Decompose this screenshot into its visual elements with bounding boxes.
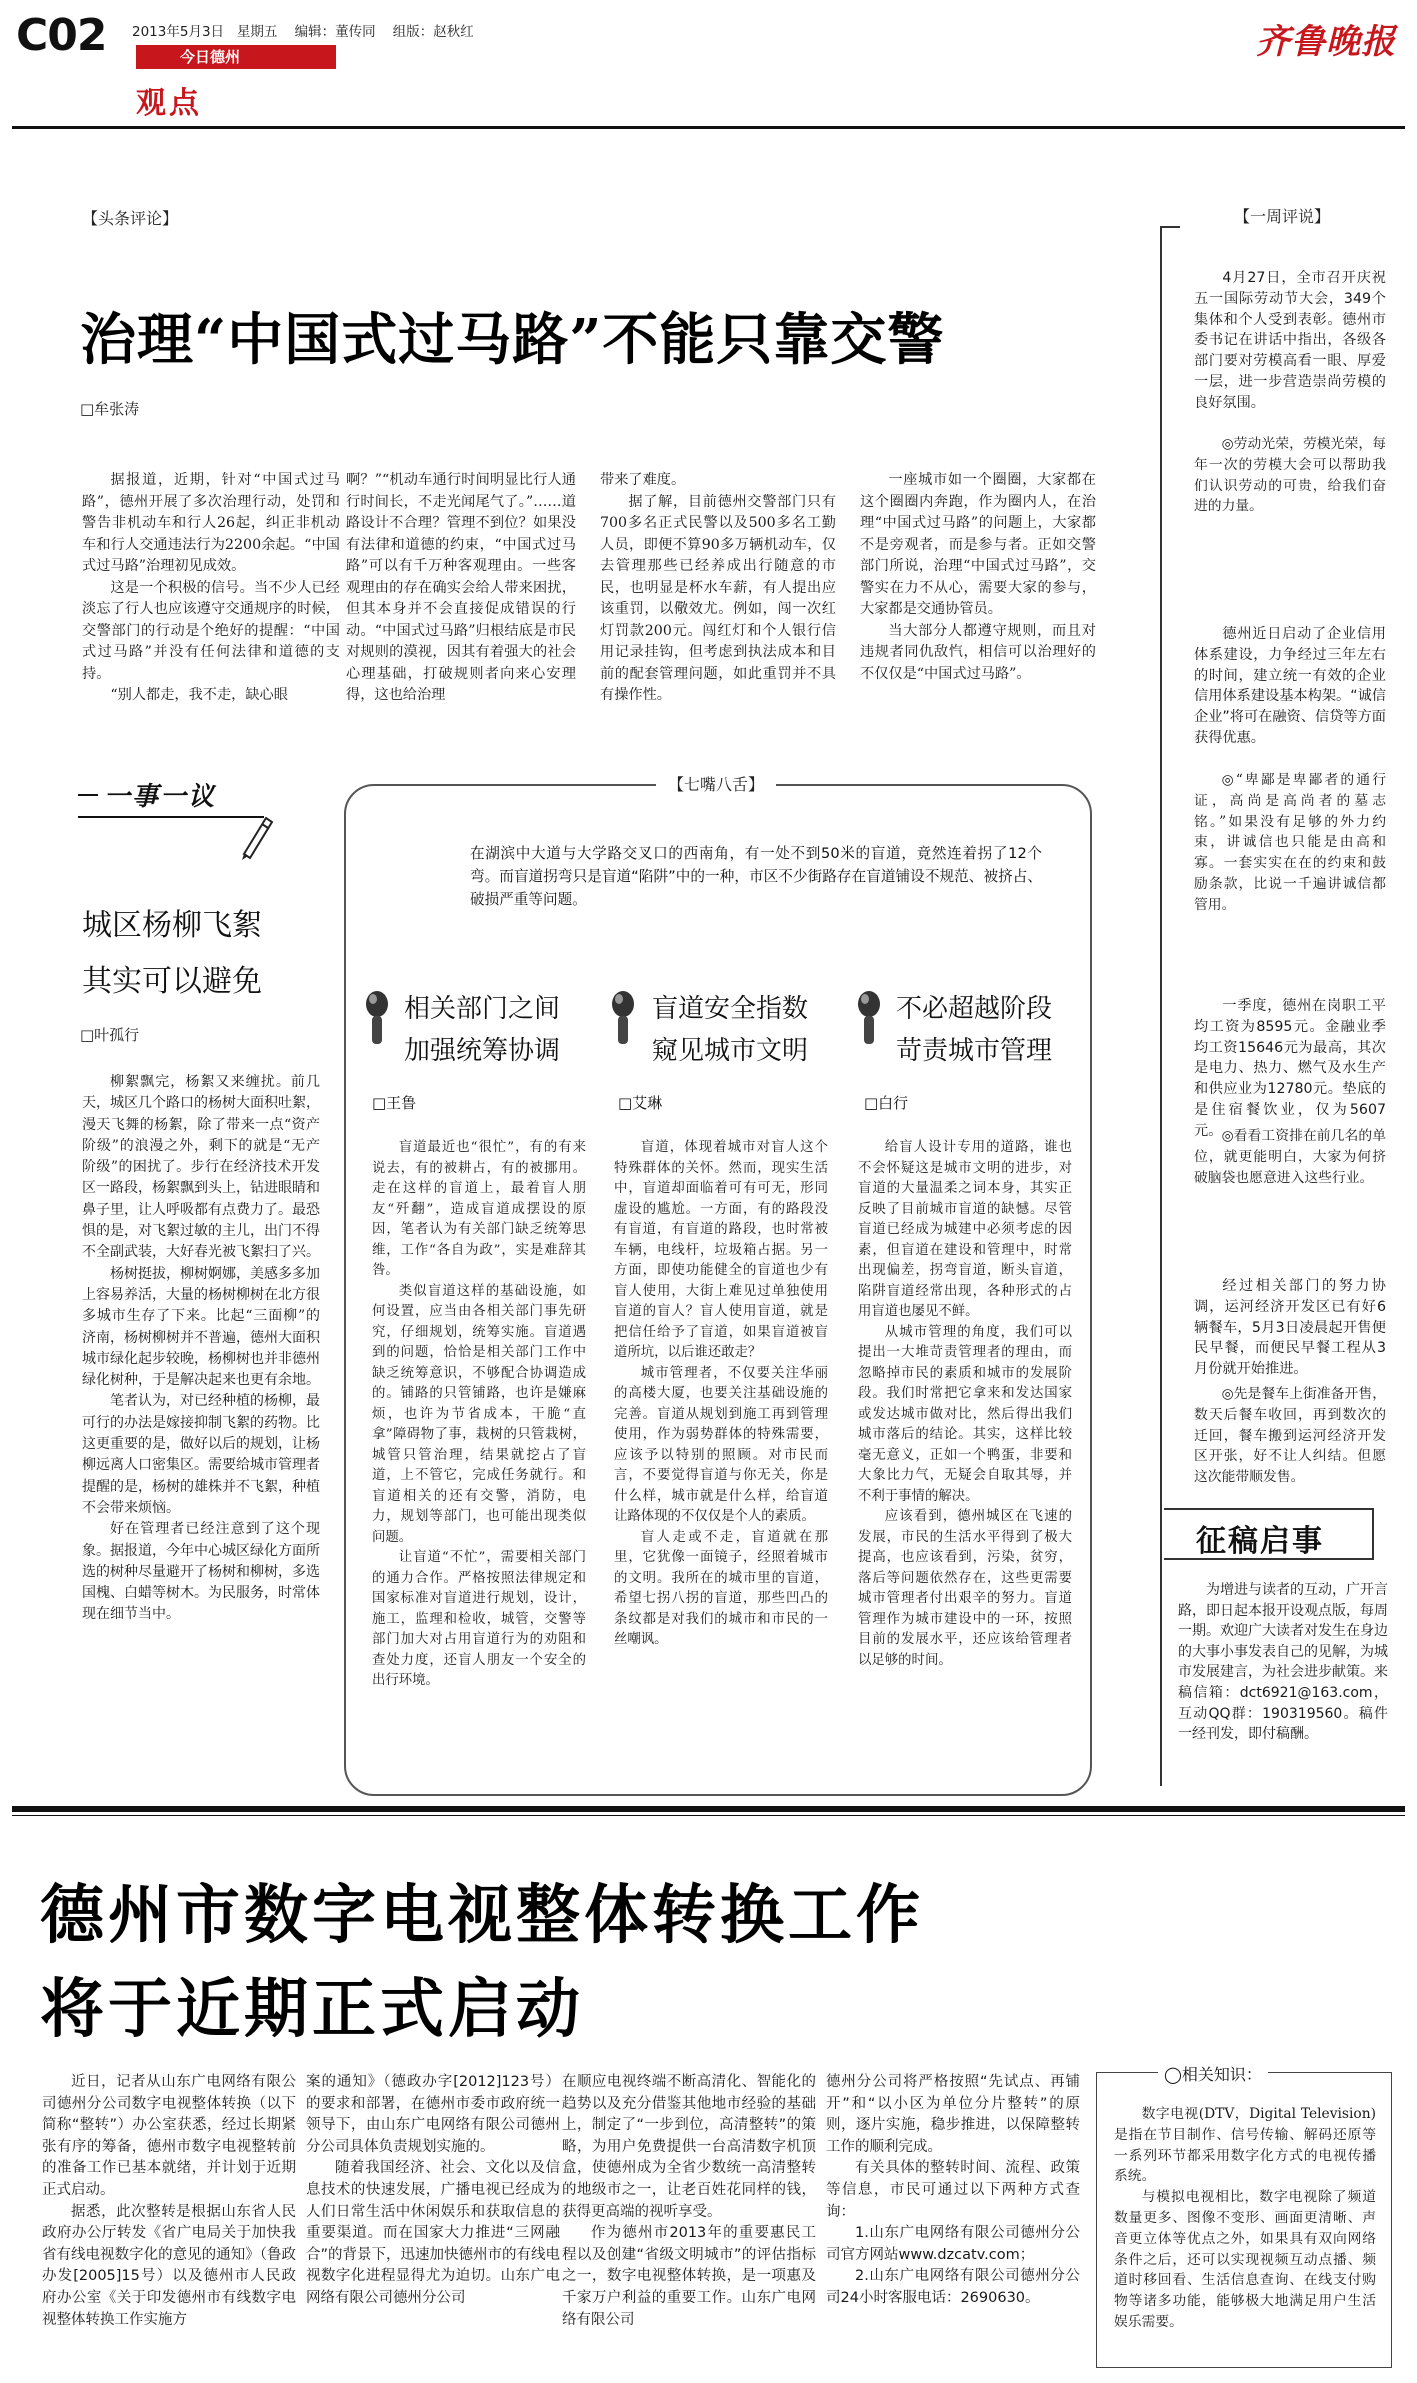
qizui-col3-author: □白行	[864, 1094, 909, 1112]
bottom-para: 在顺应电视终端不断高清化、智能化的趋势以及充分借鉴其他地市经验的基础上，制定了“一步到位，高清整转”的策略，为用户免费提供一台高清数字机顶盒，使德州成为全省少数统一高清整转的地级市之一，让老百姓花同样的钱，获得更高端的视听享受。	[562, 2074, 816, 2220]
date: 2013年5月3日	[132, 24, 225, 40]
qizui-para: 盲人走或不走，盲道就在那里，它犹像一面镜子，经照着城市的文明。我所在的城市里的盲道，希望七拐八拐的盲道，那些凹凸的条纹都是对我们的城市和市民的一丝嘲讽。	[614, 1529, 828, 1647]
bottom-col-4	[826, 2072, 1080, 2372]
header-meta	[132, 20, 474, 40]
microphone-icon	[362, 990, 392, 1046]
yishiyiyi-para: 笔者认为，对已经种植的杨柳，最可行的办法是嫁接抑制飞絮的药物。比这更重要的是，做好以后的规划，让杨柳远离人口密集区。需要给城市管理者提醒的是，杨树的雄株并不飞絮，种植不会带来烦恼。	[82, 1393, 320, 1516]
zhenggao-title: 征稿启事	[1196, 1524, 1324, 1559]
qizui-para: 给盲人设计专用的道路，谁也不会怀疑这是城市文明的进步，对盲道的大量温柔之词本身，其实正反映了目前城市盲道的缺憾。尽管盲道已经成为城建中必须考虑的因素，但盲道在建设和管理中，时常出现偏差，拐弯盲道，断头盲道，陷阱盲道经常出现，各种形式的占用盲道也屡见不鲜。	[858, 1140, 1072, 1319]
qizui-col1-author: □王鲁	[372, 1094, 417, 1112]
zhenggao-body: 为增进与读者的互动，广开言路，即日起本报开设观点版，每周一期。欢迎广大读者对发生在身边的大事小事发表自己的见解，为城市发展建言，为社会进步献策。来稿信箱：dct6921@163.com，互动QQ群：190319560。稿件一经刊发，即付稿酬。	[1178, 1582, 1388, 1743]
bottom-rule-thin	[12, 1815, 1405, 1816]
knowledge-para: 数字电视(DTV，Digital Television)是指在节目制作、信号传输、解码还原等一系列环节都采用数字化方式的电视传播系统。	[1114, 2106, 1376, 2185]
weekly-comment: ◎先是餐车上街准备开售，数天后餐车收回，再到数次的迁回，餐车搬到运河经济开发区开张，好不让人纠结。但愿这次能带顺发售。	[1194, 1386, 1386, 1486]
weekly-comment: ◎看看工资排在前几名的单位，就更能明白，大家为何挤破脑袋也愿意进入这些行业。	[1194, 1128, 1386, 1186]
knowledge-para: 与模拟电视相比，数字电视除了频道数量更多、图像不变形、画面更清晰、声音更立体等优点之外，如果具有双向网络条件之后，还可以实现视频互动点播、频道时移回看、生活信息查询、在线支付购物等诸多功能，能够极大地满足用户生活娱乐需要。	[1114, 2189, 1376, 2330]
qizui-col2-title	[652, 988, 808, 1072]
yishiyiyi-para: 好在管理者已经注意到了这个现象。据报道，今年中心城区绿化方面所选的树种尽量避开了杨树和柳树，多选国槐、白蜡等树木。为民服务，时常体现在细节当中。	[82, 1521, 320, 1623]
title-line: 加强统筹协调	[404, 1036, 561, 1066]
label-rule-top	[78, 794, 98, 796]
lead-tag: 【头条评论】	[82, 209, 179, 228]
bottom-para: 德州分公司将严格按照“先试点、再铺开”和“以小区为单位分片整转”的原则，逐片实施，稳步推进，以保障整转工作的顺利完成。	[826, 2074, 1080, 2155]
qizui-para: 城市管理者，不仅要关注华丽的高楼大厦，也要关注基础设施的完善。盲道从规划到施工再到管理使用，作为弱势群体的特殊需要，应该予以特别的照顾。对市民而言，不要觉得盲道与你无关，你是什么样，城市就是什么样，给盲道让路体现的不仅仅是个人的素质。	[614, 1365, 828, 1524]
bottom-col-1	[42, 2072, 296, 2372]
editor: 编辑：董传同	[294, 24, 376, 40]
bottom-para: 有关具体的整转时间、流程、政策等信息，市民可通过以下两种方式查询：	[826, 2160, 1080, 2220]
microphone-icon	[854, 990, 884, 1046]
yishiyiyi-label	[78, 776, 248, 820]
bottom-col-3	[562, 2072, 816, 2372]
layout-editor: 组版：赵秋红	[392, 24, 474, 40]
qizui-para: 盲道最近也“很忙”，有的有来说去，有的被耕占，有的被挪用。走在这样的盲道上，最着盲人朋友“歼翻”，造成盲道成摆设的原因，笔者认为有关部门缺乏统筹思维，工作“各自为政”，实是难辞其咎。	[372, 1140, 586, 1278]
bottom-para: 随着我国经济、社会、文化以及信息技术的快速发展，广播电视已经成为人们日常生活中休闲娱乐和获取信息的重要渠道。而在国家大力推进“三网融合”的背景下，迅速加快德州市的有线电视数字化进程显得尤为迫切。山东广电网络有限公司德州分公司	[306, 2160, 560, 2306]
bottom-rule	[12, 1806, 1405, 1812]
knowledge-label: ◯相关知识：	[1158, 2062, 1268, 2085]
weekly-comment: ◎劳动光荣，劳模光荣，每年一次的劳模大会可以帮助我们认识劳动的可贵，给我们奋进的力量。	[1194, 436, 1386, 515]
title-line: 相关部门之间	[404, 994, 561, 1024]
qizui-col1-body	[372, 1138, 586, 1764]
qizui-label: 【七嘴八舌】	[656, 772, 776, 795]
bottom-para: 案的通知》（德政办字[2012]123号）的要求和部署，在德州市委市政府统一领导下，由山东广电网络有限公司德州分公司具体负责规划实施的。	[306, 2074, 560, 2155]
lead-title: 治理“中国式过马路”不能只靠交警	[80, 307, 945, 373]
bottom-col-2	[306, 2072, 560, 2372]
lead-author: □牟张涛	[80, 400, 140, 418]
qizui-col3-body	[858, 1138, 1072, 1764]
bottom-para: 近日，记者从山东广电网络有限公司德州分公司数字电视整体转换（以下简称“整转”）办公室获悉，经过长期紧张有序的筹备，德州市数字电视整转前的准备工作已基本就绪，并计划于近期正式启动。	[42, 2074, 296, 2198]
weekly-comment: ◎“卑鄙是卑鄙者的通行证，高尚是高尚者的墓志铭。”如果没有足够的外力约束，讲诚信也只能是由高和寡。一套实实在在的约束和鼓励条款，比说一千遍讲诚信都管用。	[1194, 772, 1386, 913]
title-line: 不必超越阶段	[896, 994, 1053, 1024]
yishiyiyi-body	[82, 1072, 320, 1794]
qizui-intro: 在湖滨中大道与大学路交叉口的西南角，有一处不到50米的盲道，竟然连着拐了12个弯。而盲道拐弯只是盲道“陷阱”中的一种，市区不少街路存在盲道铺设不规范、被挤占、破损严重等问题。	[470, 845, 1042, 908]
lead-para: 据报道，近期，针对“中国式过马路”，德州开展了多次治理行动，处罚和警告非机动车和行人26起，纠正非机动车和行人交通违法行为2200余起。“中国式过马路”治理初见成效。	[82, 472, 340, 574]
bottom-para: 2.山东广电网络有限公司德州分公司24小时客服电话：2690630。	[826, 2268, 1080, 2306]
weekly-tag: 【一周评说】	[1234, 207, 1331, 226]
section-tab-text: 今日德州	[180, 48, 241, 66]
qizui-para: 从城市管理的角度，我们可以提出一大堆苛责管理者的理由，而忽略掉市民的素质和城市的发展阶段。我们时常把它拿来和发达国家或发达城市做对比，然后得出我们城市落后的结论。其实，这样比较毫无意义，正如一个鸭蛋，非要和大象比力气，无疑会自取其辱，并不利于事情的解决。	[858, 1324, 1072, 1504]
title-line: 苛责城市管理	[896, 1036, 1053, 1066]
section-tab	[136, 45, 336, 69]
lead-para: 这是一个积极的信号。当不少人已经淡忘了行人也应该遵守交通规序的时候，交警部门的行动是个绝好的提醒：“中国式过马路”并没有任何法律和道德的支持。	[82, 579, 340, 682]
qizui-para: 让盲道“不忙”，需要相关部门的通力合作。严格按照法律规定和国家标准对盲道进行规划，设计，施工，监理和检收，城管，交警等部门加大对占用盲道行为的劝阻和查处力度，还盲人朋友一个安全的出行环境。	[372, 1550, 586, 1688]
header-rule	[12, 126, 1405, 129]
lead-para: 带来了难度。	[600, 472, 686, 488]
knowledge-body	[1114, 2104, 1376, 2362]
bottom-title-2: 将于近期正式启动	[40, 1973, 584, 2047]
lead-col-4	[860, 470, 1096, 738]
lead-col-3	[600, 470, 836, 738]
bottom-para: 据悉，此次整转是根据山东省人民政府办公厅转发《省广电局关于加快我省有线电视数字化的意见的通知》（鲁政办发[2005]15号）以及德州市人民政府办公室《关于印发德州市有线数字电视整体转换工作实施方	[42, 2203, 296, 2328]
lead-col-1	[82, 470, 340, 738]
bottom-para: 1.山东广电网络有限公司德州分公司官方网站www.dzcatv.com；	[826, 2225, 1080, 2263]
yishiyiyi-label-text: 一事一议	[104, 782, 217, 812]
lead-para: 当大部分人都遵守规则，而且对违规者同仇敌忾，相信可以治理好的不仅仅是“中国式过马路”。	[860, 622, 1096, 682]
sidebar-rule	[1160, 226, 1162, 1786]
title-line: 窥见城市文明	[652, 1036, 809, 1066]
bottom-para: 作为德州市2013年的重要惠民工程以及创建“省级文明城市”的评估指标之一，数字电视整体转换，是一项惠及千家万户利益的重要工作。山东广电网络有限公司	[562, 2225, 816, 2328]
weekday: 星期五	[236, 24, 278, 40]
weekly-news: 4月27日，全市召开庆祝五一国际劳动节大会，349个集体和个人受到表彰。德州市委书记在讲话中指出，各级各部门要对劳模高看一眼、厚爱一层，进一步营造崇尚劳模的良好氛围。	[1194, 270, 1386, 411]
qizui-col3-title	[896, 988, 1052, 1072]
qizui-para: 盲道，体现着城市对盲人这个特殊群体的关怀。然而，现实生活中，盲道却面临着可有可无，形同虚设的尴尬。一方面，有的路段没有盲道，有盲道的路段，也时常被车辆，电线杆，垃圾箱占据。另一方面，即使功能健全的盲道也少有盲人使用，大街上难见过单独使用盲道的盲人？盲人使用盲道，就是把信任给予了盲道，如果盲道被盲道所坑，以后谁还敢走？	[614, 1140, 828, 1360]
page-code: C02	[16, 10, 107, 61]
yishiyiyi-para: 柳絮飘完，杨絮又来缠扰。前几天，城区几个路口的杨树大面积吐絮，漫天飞舞的杨絮，除了带来一点“资产阶级”的浪漫之外，剩下的就是“无产阶级”的困扰了。步行在经济技术开发区一路段，杨絮飘到头上，钻进眼睛和鼻子里，让人呼吸都有点费力了。最恐惧的是，对飞絮过敏的主儿，出门不得不全副武装，大好春光被飞絮扫了兴。	[82, 1074, 320, 1261]
yishiyiyi-title-2: 其实可以避免	[82, 964, 262, 999]
pencil-icon	[236, 810, 276, 860]
lead-para: 一座城市如一个圈圈，大家都在这个圈圈内奔跑，作为圈内人，在治理“中国式过马路”的问题上，大家都不是旁观者，而是参与者。正如交警部门所说，治理“中国式过马路”，交警实在力不从心，需要大家的参与，大家都是交通协管员。	[860, 472, 1096, 617]
lead-para: 啊？”“机动车通行时间明显比行人通行时间长，不走光闻尾气了。”……道路设计不合理？管理不到位？如果没有法律和道德的约束，“中国式过马路”可以有千万种客观理由。一些客观理由的存在确实会给人带来困扰，但其本身并不会直接促成错误的行动。“中国式过马路”归根结底是市民对规则的漠视，因其有着强大的社会心理基础，打破规则者向来心安理得，这也给治理	[346, 472, 576, 703]
qizui-col2-body	[614, 1138, 828, 1764]
lead-para: “别人都走，我不走，缺心眼	[110, 687, 288, 703]
qizui-para: 应该看到，德州城区在飞速的发展，市民的生活水平得到了极大提高，也应该看到，污染，贫穷，落后等问题依然存在，这些更需要城市管理者付出艰辛的努力。盲道管理作为城市建设中的一环，按照目前的发展水平，还应该给管理者以足够的时间。	[858, 1509, 1072, 1668]
lead-para: 据了解，目前德州交警部门只有700多名正式民警以及500多名工勤人员，即便不算90多万辆机动车，仅去管理那些已经养成出行随意的市民，也明显是杯水车薪，有人提出应该重罚，以儆效尤。例如，闯一次红灯罚款200元。闯红灯和个人银行信用记录挂钩，但考虑到执法成本和目前的配套管理问题，如此重罚并不具有操作性。	[600, 493, 836, 703]
yishiyiyi-author: □叶孤行	[80, 1026, 140, 1044]
yishiyiyi-para: 杨树挺拔，柳树婀娜，美感多多加上容易养活，大量的杨树柳树在北方很多城市生存了下来。比起“三面柳”的济南，杨树柳树并不普遍，德州大面积城市绿化起步较晚，杨柳树也并非德州绿化树种，于是解决起来也更有余地。	[82, 1265, 320, 1389]
lead-col-2	[346, 470, 576, 738]
brand-logo: 齐鲁晚报	[1256, 22, 1396, 62]
qizui-col1-title	[404, 988, 560, 1072]
sidebar-rule-top	[1160, 226, 1180, 228]
qizui-para: 类似盲道这样的基础设施，如何设置，应当由各相关部门事先研究，仔细规划，统筹实施。盲道遇到的问题，恰恰是相关部门工作中缺乏统筹意识，不够配合协调造成的。铺路的只管铺路，也许是嫌麻烦，也许为节省成本，干脆“直拿”障碍物了事，栽树的只管栽树，城管只管治理，结果就挖占了盲道，上不管它，完成任务就行。和盲道相关的还有交警，消防，电力，规划等部门，也可能出现类似问题。	[372, 1283, 586, 1545]
section-title: 观点	[136, 86, 202, 121]
weekly-news: 经过相关部门的努力协调，运河经济开发区已有好6辆餐车，5月3日凌晨起开售便民早餐，而便民早餐工程从3月份就开始推进。	[1194, 1278, 1386, 1378]
microphone-icon	[608, 990, 638, 1046]
qizui-col2-author: □艾琳	[618, 1094, 663, 1112]
title-line: 盲道安全指数	[652, 994, 809, 1024]
weekly-news: 一季度，德州在岗职工平均工资为8595元。金融业季均工资15646元为最高，其次是电力、热力、燃气及水生产和供应业为12780元。垫底的是住宿餐饮业，仅为5607元。	[1194, 998, 1386, 1139]
yishiyiyi-title-1: 城区杨柳飞絮	[82, 908, 262, 943]
weekly-news: 德州近日启动了企业信用体系建设，力争经过三年左右的时间，建立统一有效的企业信用体系建设基本构架。“诚信企业”将可在融资、信贷等方面获得优惠。	[1194, 626, 1386, 746]
bottom-title-1: 德州市数字电视整体转换工作	[40, 1879, 924, 1953]
